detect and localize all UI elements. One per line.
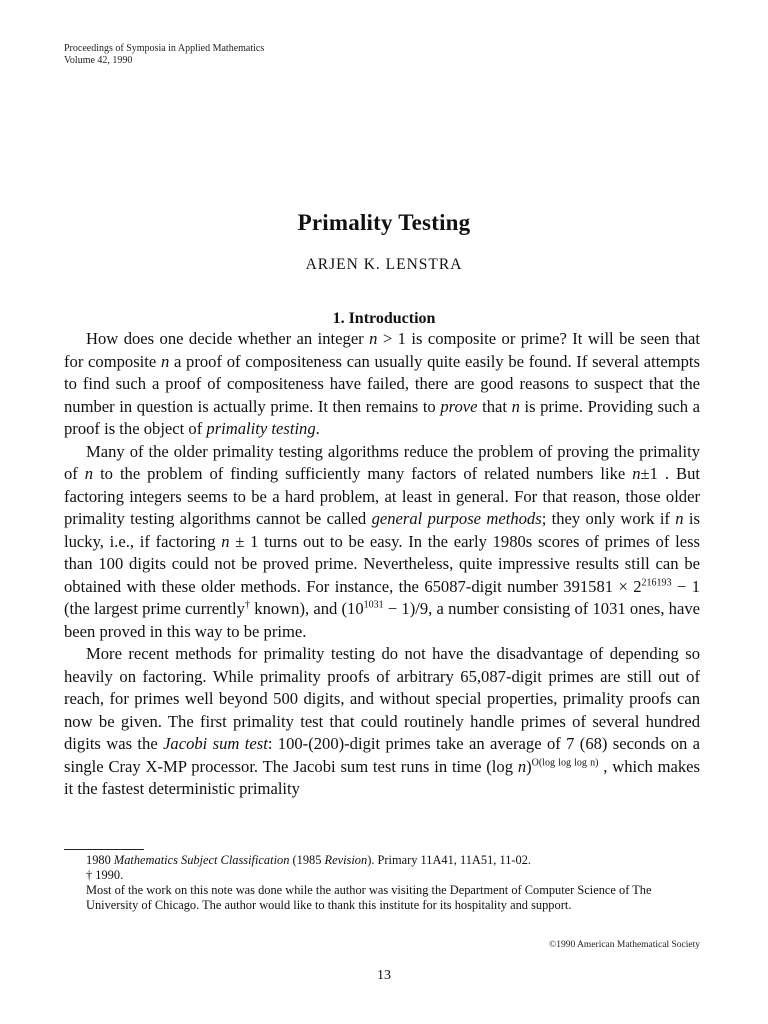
footnote-rule — [64, 849, 144, 850]
text-run: ±1 . But factoring integers seems to be a hard problem, at least in general. For that reason, those older primality testing algorithms cannot be called — [64, 464, 700, 528]
emphasis: Mathematics Subject Classification — [113, 853, 290, 867]
text-run: − 1 (the largest prime currently — [64, 576, 701, 618]
text-run: ± 1 turns out to be easy. In the early 1980s scores of primes of less than 100 digits could not be proved prime. Nevertheless, quite impressive results still can be obtained with these older methods. For instance, the 65087-digit number 391581 × 2 — [64, 531, 700, 596]
math-var: n — [511, 396, 520, 416]
paragraph-3 — [64, 643, 700, 801]
paragraph-1 — [64, 328, 700, 441]
emphasis: general purpose methods — [371, 509, 542, 528]
exponent: 216193 — [641, 576, 672, 588]
emphasis: primality testing — [206, 419, 316, 438]
math-var: n — [369, 329, 378, 348]
math-var: n — [221, 531, 230, 551]
text-run: > 1 is composite or prime? It will be seen that for composite — [64, 329, 700, 371]
msc-footnote — [64, 853, 700, 868]
dagger-footnote: † 1990. — [86, 868, 124, 882]
text-run: How does one decide whether an integer — [86, 329, 370, 348]
text-run: More recent methods for primality testing do not have the disadvantage of depending so heavily on factoring. While primality proofs of arbitrary 65,087-digit primes are still out of reach, for primes well beyond 500 digits, and without special properties, primality proofs can now be given. The first primality test that could routinely handle primes of several hundred digits was the — [64, 644, 700, 753]
text-run: to the problem of finding sufficiently many factors of related numbers like — [93, 464, 633, 483]
math-var: n — [517, 756, 527, 776]
text-run: ) — [526, 756, 532, 776]
paragraph-2 — [64, 441, 700, 644]
copyright-notice: ©1990 American Mathematical Society — [549, 940, 700, 950]
page-number: 13 — [377, 968, 391, 983]
paper-title: Primality Testing — [297, 210, 471, 235]
text-run: known), and (10 — [250, 599, 364, 618]
text-run: , which makes it the fastest deterministic primality — [64, 756, 700, 798]
text-run: is prime. Providing such a proof is the object of — [64, 396, 700, 438]
footnotes — [64, 853, 700, 913]
journal-name: Proceedings of Symposia in Applied Mathematics — [64, 43, 265, 54]
text-run: a proof of compositeness can usually quite easily be found. If several attempts to find such a proof of compositeness have failed, there are good reasons to suspect that the number in question is actually prime. It then remains to — [64, 351, 700, 416]
text-run: that — [477, 396, 512, 416]
text-run: is lucky, i.e., if factoring — [64, 509, 700, 551]
emphasis: Jacobi sum test — [163, 734, 268, 753]
text-run: ). Primary 11A41, 11A51, 11-02. — [367, 853, 531, 867]
emphasis: Revision — [324, 853, 368, 867]
math-var: n — [84, 464, 94, 483]
support-footnote: Most of the work on this note was done while the author was visiting the Department of Computer Science of The University of Chicago. The author would like to thank this institute for its hospitality and support. — [86, 883, 652, 912]
section-heading: 1. Introduction — [332, 310, 436, 327]
body-text — [64, 328, 700, 801]
text-run: ; they only work if — [541, 509, 676, 528]
text-run: . — [315, 419, 320, 438]
volume-info: Volume 42, 1990 — [64, 55, 133, 66]
math-var: n — [675, 509, 684, 528]
text-run: Many of the older primality testing algorithms reduce the problem of proving the primality of — [64, 441, 700, 483]
text-run: 1980 — [86, 853, 114, 867]
emphasis: prove — [440, 396, 478, 416]
text-run: : 100-(200)-digit primes take an average of 7 (68) seconds on a single Cray X-MP processor. The Jacobi sum test runs in time (log — [64, 734, 701, 776]
author-name: ARJEN K. LENSTRA — [305, 256, 463, 273]
math-var: n — [632, 464, 641, 483]
footnote-marker: † — [244, 599, 251, 611]
journal-header — [64, 43, 264, 67]
text-run: (1985 — [289, 853, 325, 867]
text-run: − 1)/9, a number consisting of 1031 ones, have been proved in this way to be prime. — [64, 599, 701, 641]
exponent: 1031 — [363, 599, 384, 611]
exponent: O(log log log n) — [531, 756, 599, 768]
math-var: n — [160, 351, 170, 371]
